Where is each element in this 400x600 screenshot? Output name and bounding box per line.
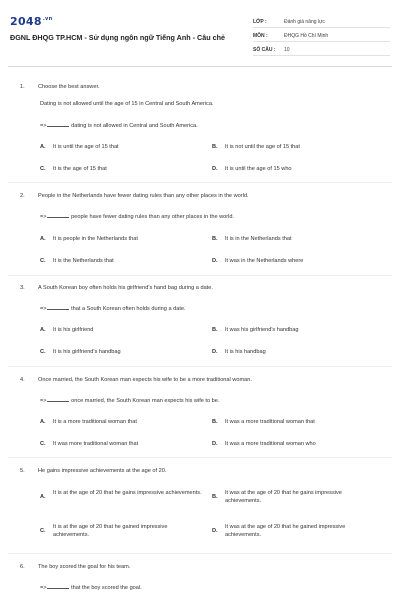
rewrite-line bbox=[40, 213, 380, 220]
meta-key: MÔN : bbox=[253, 33, 268, 39]
answer-blank bbox=[47, 584, 69, 589]
option-text: It is his girlfriend's handbag bbox=[53, 349, 121, 355]
option-text: It is at the age of 20 that he gains impressive achievements. bbox=[53, 490, 202, 496]
option-text: It is in the Netherlands that bbox=[225, 236, 292, 242]
arrow-prefix: => bbox=[40, 585, 47, 591]
answer-blank bbox=[47, 122, 69, 127]
option-label: A. bbox=[40, 236, 46, 242]
option-text: It is his handbag bbox=[225, 349, 266, 355]
option-text: It was his girlfriend's handbag bbox=[225, 327, 299, 333]
meta-value: ĐHQG Hồ Chí Minh bbox=[284, 33, 329, 39]
question-prompt: People in the Netherlands have fewer dating rules than any other places in the world. bbox=[38, 193, 249, 199]
question-divider bbox=[8, 553, 392, 554]
logo-suffix: .vn bbox=[42, 16, 53, 23]
option-label: B. bbox=[212, 236, 218, 242]
question-prompt: The boy scored the goal for his team. bbox=[38, 564, 131, 570]
option-label: A. bbox=[40, 144, 46, 150]
option-text: It is the age of 15 that bbox=[53, 166, 107, 172]
option-label: C. bbox=[40, 258, 46, 264]
question-divider bbox=[8, 182, 392, 183]
rewrite-text: that the boy scored the goal. bbox=[71, 585, 142, 591]
rewrite-line bbox=[40, 122, 380, 129]
option-text: It was at the age of 20 that he gains impressive achievements. bbox=[225, 490, 342, 504]
option-label: B. bbox=[212, 144, 218, 150]
question-number: 5. bbox=[20, 468, 25, 474]
source-sentence: Dating is not allowed until the age of 15 in Central and South America. bbox=[40, 101, 214, 107]
option-text: It was at the age of 20 that he gained impressive achievements. bbox=[225, 524, 346, 538]
question-prompt: Choose the best answer. bbox=[38, 84, 100, 90]
option-label: A. bbox=[40, 494, 46, 500]
rewrite-line bbox=[40, 584, 380, 591]
option-label: D. bbox=[212, 441, 218, 447]
rewrite-text: that a South Korean often holds during a date. bbox=[71, 306, 186, 312]
option-label: B. bbox=[212, 494, 218, 500]
question-divider bbox=[8, 457, 392, 458]
option-label: D. bbox=[212, 258, 218, 264]
question-number: 3. bbox=[20, 285, 25, 291]
question-number: 4. bbox=[20, 377, 25, 383]
arrow-prefix: => bbox=[40, 306, 47, 312]
option-text: It is at the age of 20 that he gained impressive achievements. bbox=[53, 524, 168, 538]
option-text: It is until the age of 15 who bbox=[225, 166, 292, 172]
option-label: C. bbox=[40, 441, 46, 447]
logo-text: 2048 bbox=[10, 15, 42, 28]
option-label: D. bbox=[212, 349, 218, 355]
question-divider bbox=[8, 275, 392, 276]
option-text: It is not until the age of 15 that bbox=[225, 144, 300, 150]
option-text: It is until the age of 15 that bbox=[53, 144, 119, 150]
question-number: 1. bbox=[20, 84, 25, 90]
rewrite-line bbox=[40, 305, 380, 312]
option-text: It was a more traditional woman who bbox=[225, 441, 316, 447]
meta-key: SỐ CÂU : bbox=[253, 47, 276, 53]
question-prompt: He gains impressive achievements at the age of 20. bbox=[38, 468, 167, 474]
answer-blank bbox=[47, 305, 69, 310]
option-text: It is the Netherlands that bbox=[53, 258, 114, 264]
question-prompt: Once married, the South Korean man expects his wife to be a more traditional woman. bbox=[38, 377, 252, 383]
option-label: D. bbox=[212, 166, 218, 172]
option-text: It is a more traditional woman that bbox=[53, 419, 137, 425]
question-prompt: A South Korean boy often holds his girlfriend's hand bag during a date. bbox=[38, 285, 213, 291]
option-label: A. bbox=[40, 419, 46, 425]
question-number: 2. bbox=[20, 193, 25, 199]
rewrite-text: once married, the South Korean man expects his wife to be. bbox=[71, 398, 220, 404]
option-label: B. bbox=[212, 327, 218, 333]
rewrite-line bbox=[40, 397, 380, 404]
option-label: C. bbox=[40, 528, 46, 534]
arrow-prefix: => bbox=[40, 123, 47, 129]
document-title: ĐGNL ĐHQG TP.HCM - Sử dụng ngôn ngữ Tiếng Anh - Câu chẻ bbox=[10, 33, 225, 42]
arrow-prefix: => bbox=[40, 398, 47, 404]
meta-value: Đánh giá năng lực bbox=[284, 19, 325, 25]
option-text: It is his girlfriend bbox=[53, 327, 94, 333]
rewrite-text: people have fewer dating rules than any other places in the world. bbox=[71, 214, 235, 220]
option-text: It was a more traditional woman that bbox=[225, 419, 315, 425]
option-text: It is people in the Netherlands that bbox=[53, 236, 138, 242]
option-label: C. bbox=[40, 166, 46, 172]
rewrite-text: dating is not allowed in Central and South America. bbox=[71, 123, 198, 129]
option-label: A. bbox=[40, 327, 46, 333]
option-label: B. bbox=[212, 419, 218, 425]
answer-blank bbox=[47, 213, 69, 218]
question-divider bbox=[8, 366, 392, 367]
option-label: D. bbox=[212, 528, 218, 534]
arrow-prefix: => bbox=[40, 214, 47, 220]
option-text: It was in the Netherlands where bbox=[225, 258, 304, 264]
option-text: It was more traditional woman that bbox=[53, 441, 139, 447]
meta-value: 10 bbox=[284, 47, 290, 53]
option-label: C. bbox=[40, 349, 46, 355]
question-number: 6. bbox=[20, 564, 25, 570]
answer-blank bbox=[47, 397, 69, 402]
meta-key: LỚP : bbox=[253, 19, 267, 25]
